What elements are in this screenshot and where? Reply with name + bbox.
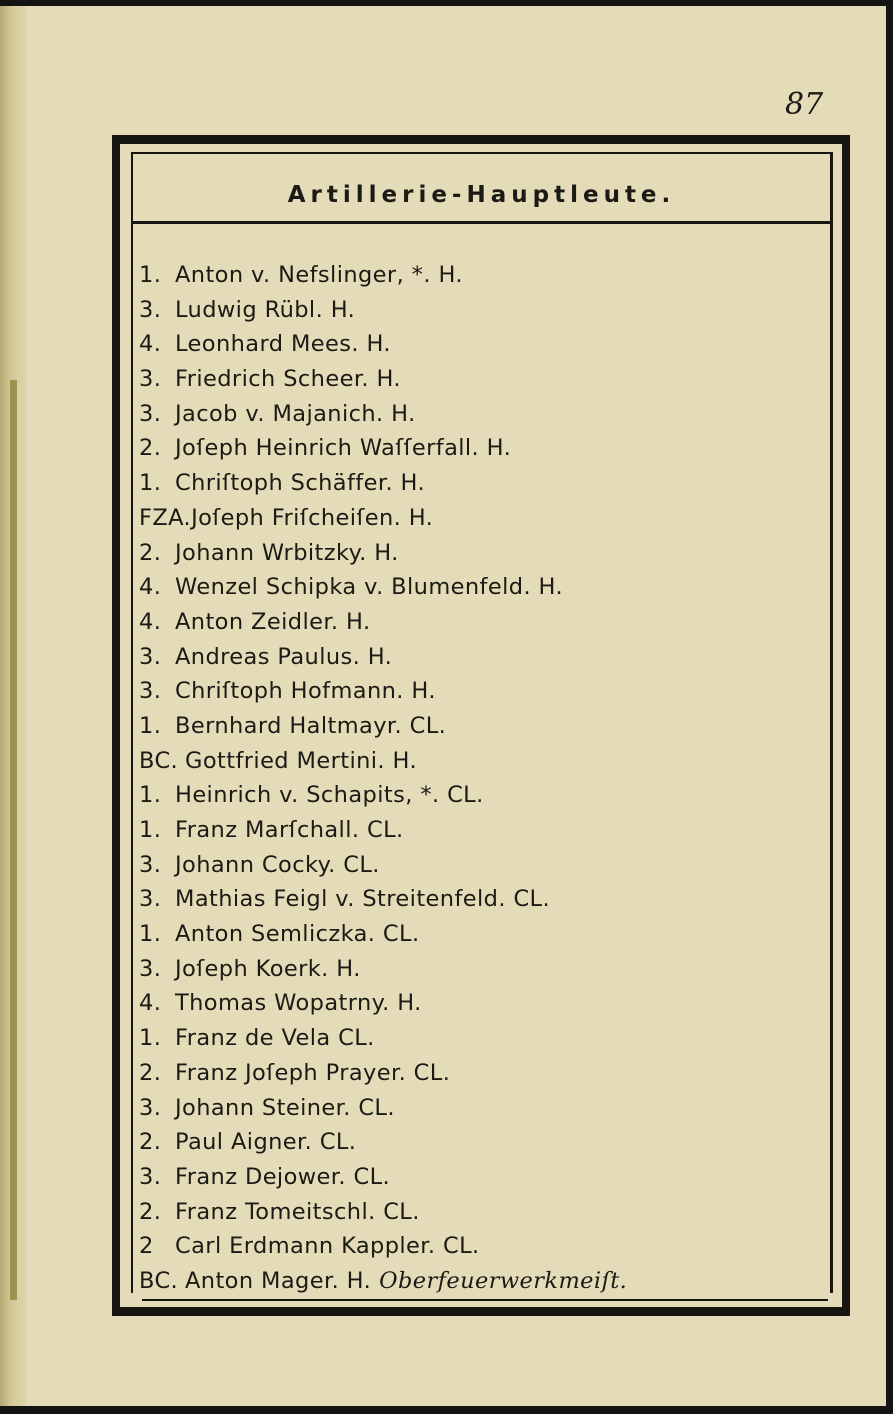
list-item (139, 744, 824, 779)
entry-number: 2. (139, 1129, 162, 1156)
list-item (139, 1229, 824, 1264)
list-item (139, 640, 824, 675)
list-item (139, 536, 824, 571)
list-item (139, 362, 824, 397)
entry-number: BC. (139, 1267, 179, 1294)
section-heading: Artillerie-Hauptleute. (287, 182, 676, 208)
entry-name: Gottfried Mertini. H. (185, 747, 418, 774)
list-item (139, 709, 824, 744)
entry-number: 3. (139, 1163, 162, 1190)
roster-frame (112, 135, 850, 1316)
entry-name: Franz Dejower. CL. (175, 1163, 391, 1190)
entry-number: 2. (139, 435, 162, 462)
list-item (139, 293, 824, 328)
list-item (139, 431, 824, 466)
entry-name: Heinrich v. Schapits, *. CL. (175, 782, 484, 809)
entry-number: 4. (139, 574, 162, 601)
entry-name: Paul Aigner. CL. (175, 1129, 357, 1156)
entry-number: 1. (139, 782, 162, 809)
entry-number: 3. (139, 886, 162, 913)
entry-name: Johann Steiner. CL. (175, 1094, 395, 1121)
entry-number: 3. (139, 643, 162, 670)
list-item (139, 258, 824, 293)
entry-name: Jacob v. Majanich. H. (175, 400, 416, 427)
entry-name: Thomas Wopatrny. H. (175, 990, 422, 1017)
entry-number: 2 (139, 1233, 154, 1260)
entry-name: Anton Mager. H. (185, 1267, 372, 1294)
list-item (139, 570, 824, 605)
entry-name: Wenzel Schipka v. Blumenfeld. H. (175, 574, 564, 601)
list-item (139, 1021, 824, 1056)
list-item (139, 327, 824, 362)
entry-name: Leonhard Mees. H. (175, 331, 391, 358)
page-number: 87 (785, 87, 824, 122)
list-item (139, 813, 824, 848)
entry-number: 3. (139, 296, 162, 323)
list-item (139, 397, 824, 432)
entry-number: 1. (139, 1025, 162, 1052)
entry-name: Johann Wrbitzky. H. (175, 539, 399, 566)
list-item (139, 605, 824, 640)
officer-list (139, 258, 824, 1299)
entry-name: Johann Cocky. CL. (175, 851, 380, 878)
entry-number: 3. (139, 366, 162, 393)
entry-name: Franz Tomeitschl. CL. (175, 1198, 420, 1225)
list-item (139, 952, 824, 987)
entry-name: Franz de Vela CL. (175, 1025, 375, 1052)
list-item (139, 1160, 824, 1195)
entry-number: BC. (139, 747, 179, 774)
entry-name: Joſeph Koerk. H. (175, 955, 361, 982)
entry-number: 2. (139, 1059, 162, 1086)
bottom-rule (142, 1299, 828, 1301)
entry-name: Bernhard Haltmayr. CL. (175, 712, 447, 739)
entry-number: 2. (139, 1198, 162, 1225)
entry-name: Anton Zeidler. H. (175, 608, 371, 635)
list-item (139, 882, 824, 917)
entry-number: 3. (139, 1094, 162, 1121)
list-item (139, 674, 824, 709)
entry-number: 2. (139, 539, 162, 566)
list-item (139, 917, 824, 952)
entry-name: Franz Marſchall. CL. (175, 817, 404, 843)
entry-name: Mathias Feigl v. Streitenfeld. CL. (175, 886, 551, 913)
entry-number: 3. (139, 400, 162, 427)
entry-number: 4. (139, 990, 162, 1017)
entry-number: 1. (139, 921, 162, 948)
list-item (139, 1264, 824, 1299)
entry-number: 1. (139, 817, 162, 843)
list-item (139, 1195, 824, 1230)
entry-name: Carl Erdmann Kappler. CL. (175, 1233, 480, 1260)
entry-name: Joſeph Heinrich Waſſerfall. H. (175, 435, 512, 462)
entry-number: 3. (139, 851, 162, 878)
list-item (139, 778, 824, 813)
entry-name: Anton v. Nefslinger, *. H. (175, 262, 463, 288)
list-item (139, 986, 824, 1021)
entry-name: Andreas Paulus. H. (175, 643, 393, 670)
list-item (139, 466, 824, 501)
entry-name: Joſeph Friſcheiſen. H. (191, 504, 434, 531)
entry-name: Franz Joſeph Prayer. CL. (175, 1059, 451, 1086)
entry-name: Anton Semliczka. CL. (175, 921, 420, 948)
entry-number: 1. (139, 712, 162, 739)
roster-inner-frame (131, 152, 833, 1293)
entry-number: 3. (139, 955, 162, 982)
entry-number: 4. (139, 331, 162, 358)
list-item (139, 1125, 824, 1160)
entry-name: Friedrich Scheer. H. (175, 366, 401, 393)
entry-name: Chriſtoph Schäffer. H. (175, 470, 426, 497)
heading-rule (133, 221, 830, 224)
entry-number: FZA. (139, 504, 192, 531)
list-item (139, 848, 824, 883)
entry-number: 1. (139, 262, 162, 288)
list-item (139, 1056, 824, 1091)
entry-number: 4. (139, 608, 162, 635)
list-item (139, 501, 824, 536)
entry-note: Oberfeuerwerkmeiſt. (379, 1267, 628, 1294)
entry-number: 3. (139, 678, 162, 705)
entry-name: Ludwig Rübl. H. (175, 296, 356, 323)
list-item (139, 1091, 824, 1126)
entry-name: Chriſtoph Hofmann. H. (175, 678, 436, 705)
entry-number: 1. (139, 470, 162, 497)
